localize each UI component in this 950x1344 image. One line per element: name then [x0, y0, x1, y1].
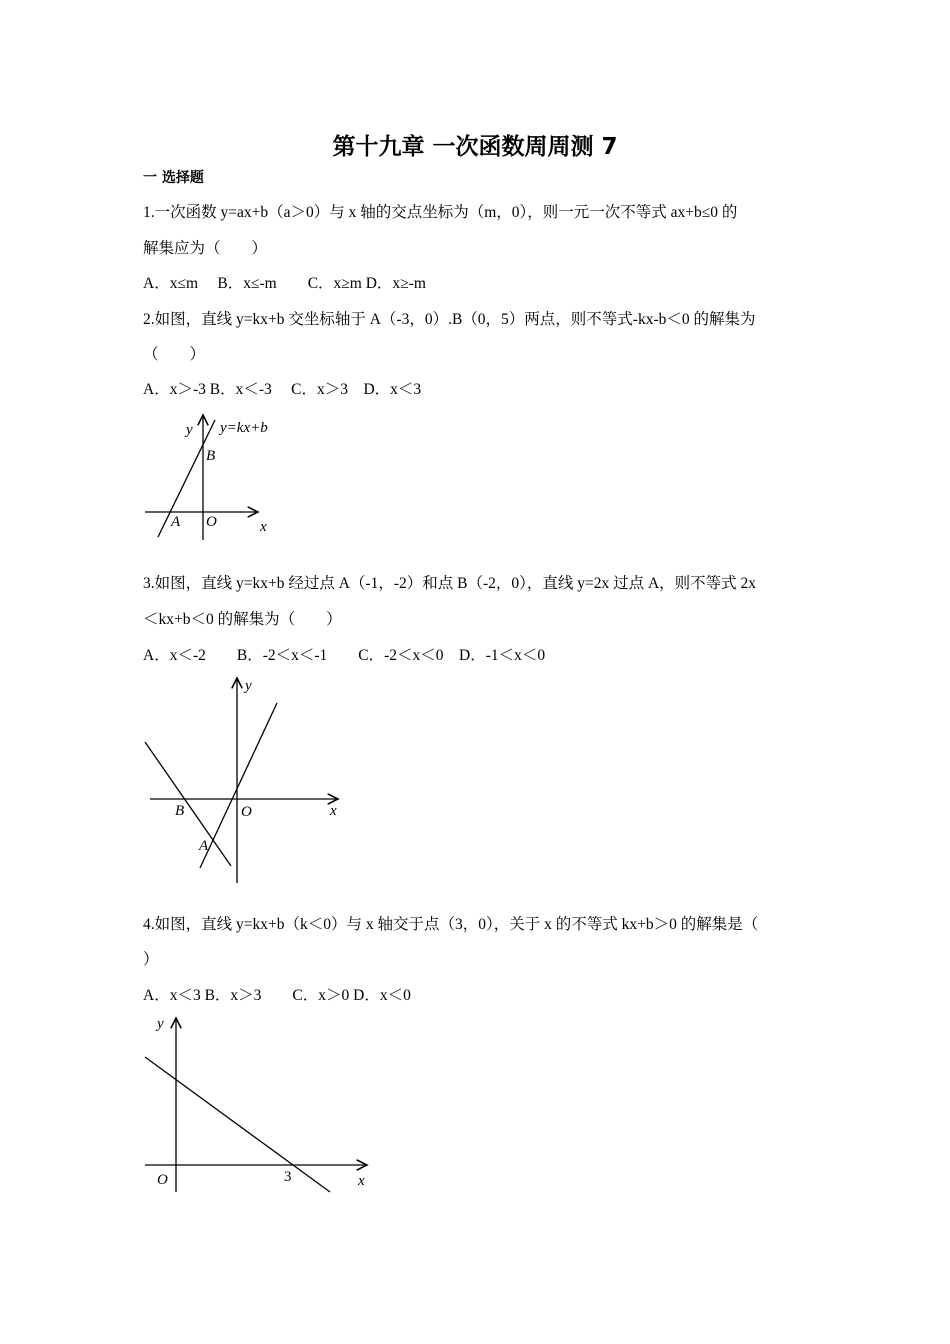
line-kx-b	[145, 1057, 330, 1192]
page-title: 第十九章 一次函数周周测 7	[332, 134, 618, 160]
y-label: y	[157, 1016, 164, 1032]
section-heading: 一 选择题	[143, 170, 204, 186]
point-a-label: A	[199, 838, 209, 854]
q2-options: A．x＞-3 B．x＜-3 C．x＞3 D．x＜3	[143, 381, 422, 398]
x-label: x	[260, 519, 267, 535]
q4-line1: 4.如图，直线 y=kx+b（k＜0）与 x 轴交于点（3，0），关于 x 的不等式 kx+b＞0 的解集是（	[143, 916, 759, 933]
q2-line1: 2.如图，直线 y=kx+b 交坐标轴于 A（-3，0）.B（0，5）两点，则不等式-kx-b＜0 的解集为	[143, 311, 756, 328]
q3-line2: ＜kx+b＜0 的解集为（ ）	[143, 611, 342, 628]
figure-q2	[145, 415, 268, 540]
x-label: x	[330, 803, 337, 819]
point-b-label: B	[206, 448, 216, 464]
origin-label: O	[241, 804, 252, 820]
q1-line2: 解集应为（ ）	[143, 240, 268, 257]
point-a-label: A	[171, 514, 181, 530]
equation-label: y=kx+b	[220, 420, 268, 436]
q2-line2: （ ）	[143, 346, 206, 363]
q1-options: A．x≤m B．x≤-m C．x≥m D．x≥-m	[143, 275, 426, 292]
q3-line1: 3.如图，直线 y=kx+b 经过点 A（-1，-2）和点 B（-2，0），直线 y=2x 过点 A，则不等式 2x	[143, 575, 757, 592]
origin-label: O	[157, 1172, 168, 1188]
figure-q3	[145, 678, 338, 883]
figure-q4	[145, 1016, 367, 1192]
line-kx-b	[145, 742, 231, 866]
y-label: y	[186, 422, 193, 438]
y-label: y	[245, 678, 252, 694]
q4-options: A．x＜3 B．x＞3 C．x＞0 D．x＜0	[143, 987, 411, 1004]
tick-3-label: 3	[284, 1169, 292, 1185]
point-b-label: B	[175, 803, 185, 819]
q4-line2: ）	[143, 951, 159, 968]
x-label: x	[358, 1173, 365, 1189]
line-2x	[200, 703, 277, 868]
q3-options: A．x＜-2 B．-2＜x＜-1 C．-2＜x＜0 D．-1＜x＜0	[143, 647, 546, 664]
origin-label: O	[206, 514, 217, 530]
q1-line1: 1.一次函数 y=ax+b（a＞0）与 x 轴的交点坐标为（m，0），则一元一次不等式 ax+b≤0 的	[143, 204, 738, 221]
